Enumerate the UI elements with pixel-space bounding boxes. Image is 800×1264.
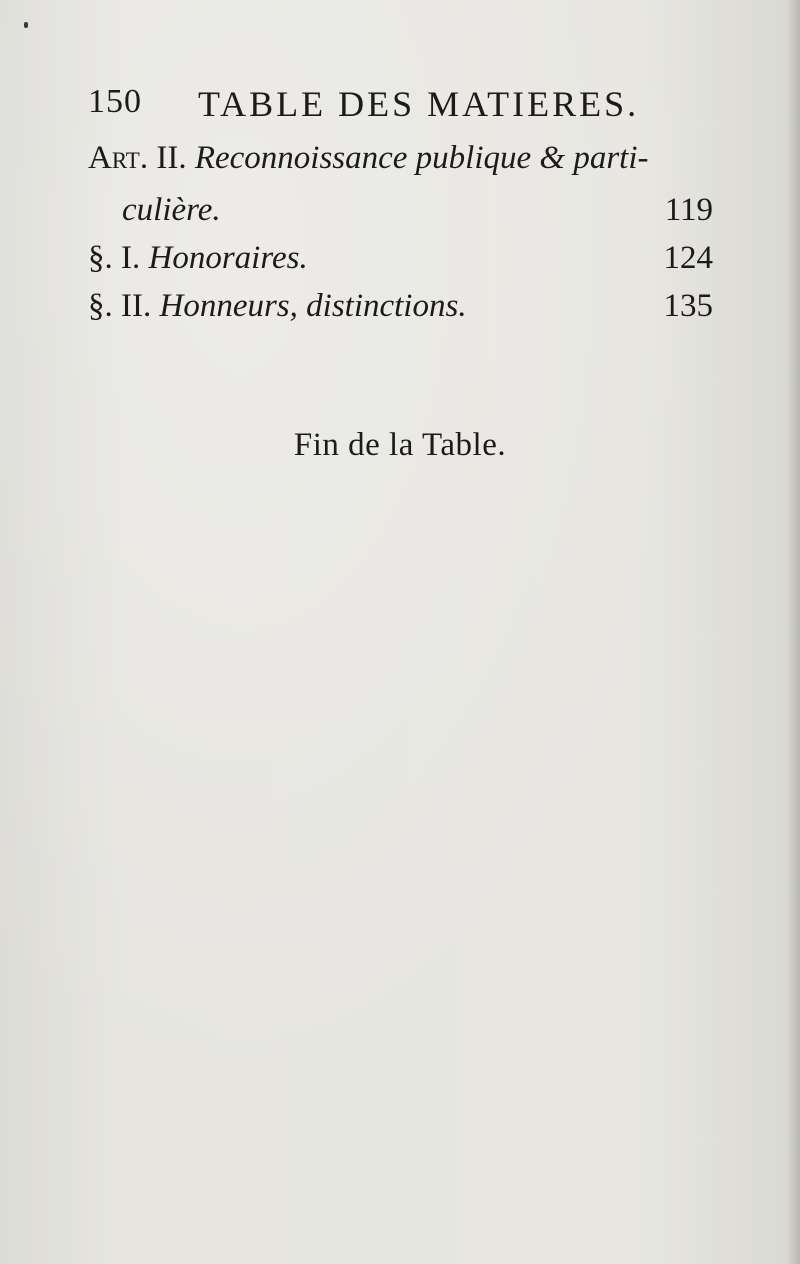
ink-speck [24, 22, 28, 28]
toc-entry-page: 119 [664, 192, 713, 228]
toc-entry-title: Reconnoissance publique & parti- [194, 140, 649, 176]
page-number: 150 [88, 83, 142, 120]
page-edge-shadow [786, 0, 800, 1264]
toc-entry-s-i [88, 240, 713, 277]
toc-entry-page: 124 [663, 240, 713, 276]
running-title: TABLE DES MATIERES. [198, 84, 640, 124]
toc-entry-title: Honoraires. [148, 240, 308, 276]
toc-entry-label: §. II. [88, 288, 152, 324]
toc-entry-title: Honneurs, distinctions. [159, 288, 467, 324]
toc-entry-page: 135 [663, 288, 713, 324]
closing-line: Fin de la Table. [293, 427, 507, 463]
toc-entry-s-ii [88, 288, 713, 325]
toc-entry-title-continuation: culière. [122, 192, 221, 228]
page-header [88, 83, 718, 123]
toc-entry-art-ii-continued [122, 192, 713, 229]
toc-entry-label: §. I. [88, 240, 141, 276]
toc-entry-art-ii [88, 140, 713, 177]
toc-entry-label: Art. II. [88, 140, 187, 176]
